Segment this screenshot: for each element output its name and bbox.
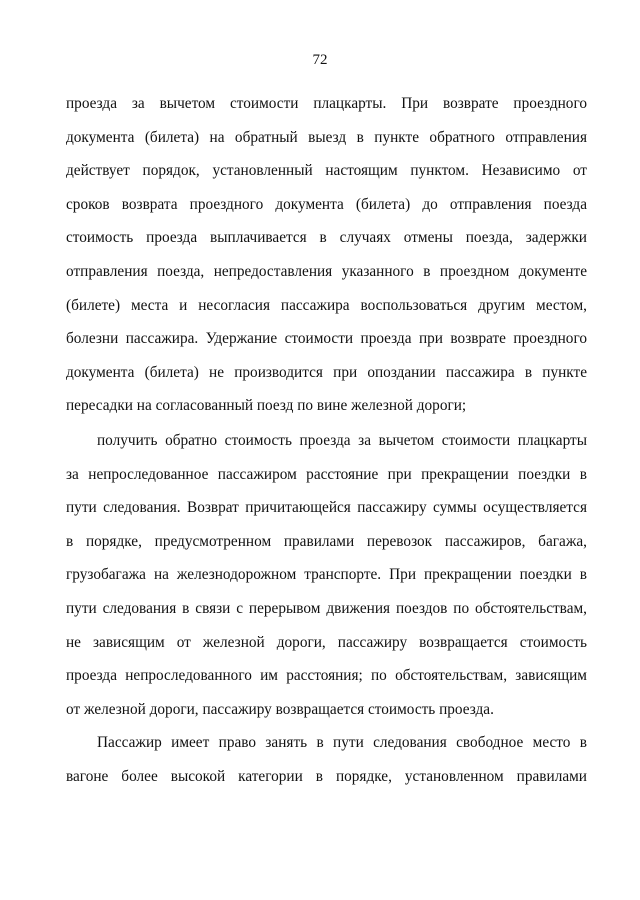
text-line: пути следования. Возврат причитающейся пассажиру суммы осуществляется [66, 499, 587, 517]
text-line: Пассажир имеет право занять в пути следования свободное место в [97, 734, 587, 751]
text-line: от железной дороги, пассажиру возвращается стоимость проезда. [66, 700, 494, 718]
text-line: сроков возврата проездного документа (билета) до отправления поезда [66, 195, 587, 213]
text-line: проезда непроследованного им расстояния; по обстоятельствам, зависящим [66, 667, 587, 685]
text-line: проезда за вычетом стоимости плацкарты. При возврате проездного [66, 95, 587, 112]
text-line: отправления поезда, непредоставления указанного в проездном документе [66, 262, 587, 280]
text-line: (билете) места и несогласия пассажира воспользоваться другим местом, [66, 296, 587, 314]
text-line: стоимость проезда выплачивается в случаях отмены поезда, задержки [66, 229, 587, 247]
text-line: за непроследованное пассажиром расстояние при прекращении поездки в [66, 465, 587, 483]
text-line: болезни пассажира. Удержание стоимости проезда при возврате проездного [66, 330, 587, 348]
text-line: пути следования в связи с перерывом движения поездов по обстоятельствам, [66, 599, 587, 617]
text-line: не зависящим от железной дороги, пассажиру возвращается стоимость [66, 633, 587, 651]
text-line: получить обратно стоимость проезда за вычетом стоимости плацкарты [97, 432, 587, 449]
text-line: документа (билета) не производится при опоздании пассажира в пункте [66, 363, 587, 381]
paragraph-1 [66, 87, 587, 423]
paragraph-2 [66, 424, 587, 726]
text-line: действует порядок, установленный настоящим пунктом. Независимо от [66, 162, 587, 180]
text-line: пересадки на согласованный поезд по вине железной дороги; [66, 397, 467, 415]
text-line: грузобагажа на железнодорожном транспорте. При прекращении поездки в [66, 566, 587, 584]
page-number: 72 [312, 52, 328, 68]
paragraph-3 [66, 726, 587, 793]
text-line: вагоне более высокой категории в порядке, установленном правилами [66, 767, 587, 785]
text-line: в порядке, предусмотренном правилами перевозок пассажиров, багажа, [66, 532, 587, 550]
text-line: документа (билета) на обратный выезд в пункте обратного отправления [66, 128, 587, 146]
